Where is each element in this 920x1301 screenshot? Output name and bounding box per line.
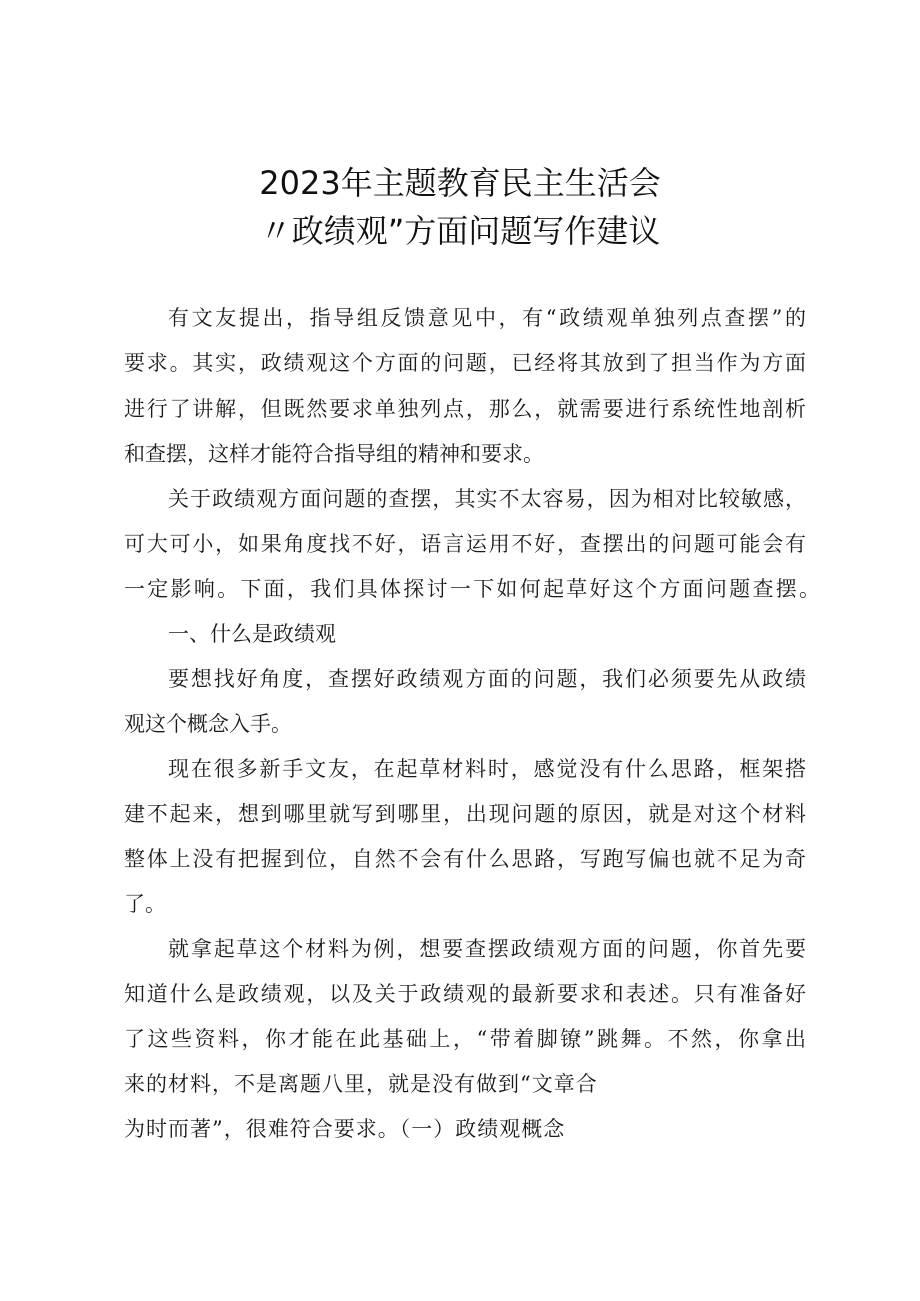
paragraph-2-line-3: 一定影响。下面，我们具体探讨一下如何起草好这个方面问题查摆。 [124,577,820,601]
section-heading-1: 一、什么是政绩观 [168,622,336,646]
paragraph-4-line-4: 了。 [124,892,166,916]
paragraph-1-line-2: 要求。其实，政绩观这个方面的问题，已经将其放到了担当作为方面 [124,351,806,375]
paragraph-4-line-2: 建不起来，想到哪里就写到哪里，出现问题的原因，就是对这个材料 [124,802,806,826]
paragraph-5-line-5: 为时而著”，很难符合要求。（一）政绩观概念 [124,1117,566,1141]
paragraph-2-line-2: 可大可小，如果角度找不好，语言运用不好，查摆出的问题可能会有 [124,532,806,556]
paragraph-3-line-2: 观这个概念入手。 [124,712,292,736]
paragraph-1-line-4: 和查摆，这样才能符合指导组的精神和要求。 [124,442,544,466]
document-title-line-2: 〃政绩观”方面问题写作建议 [259,212,661,250]
paragraph-3-line-1: 要想找好角度，查摆好政绩观方面的问题，我们必须要先从政绩 [168,667,806,691]
paragraph-4-line-1: 现在很多新手文友，在起草材料时，感觉没有什么思路，框架搭 [168,757,806,781]
paragraph-4-line-3: 整体上没有把握到位，自然不会有什么思路，写跑写偏也就不足为奇 [124,847,806,871]
paragraph-1-line-1: 有文友提出，指导组反馈意见中，有“政绩观单独列点查摆”的 [168,306,806,330]
document-title-line-1: 2023年主题教育民主生活会 [259,164,661,202]
paragraph-5-line-1: 就拿起草这个材料为例，想要查摆政绩观方面的问题，你首先要 [168,937,806,961]
paragraph-1-line-3: 进行了讲解，但既然要求单独列点，那么，就需要进行系统性地剖析 [124,397,806,421]
paragraph-2-line-1: 关于政绩观方面问题的查摆，其实不太容易，因为相对比较敏感， [168,487,806,511]
paragraph-5-line-4: 来的材料，不是离题八里，就是没有做到“文章合 [124,1072,598,1096]
paragraph-5-line-2: 知道什么是政绩观，以及关于政绩观的最新要求和表述。只有准备好 [124,982,806,1006]
paragraph-5-line-3: 了这些资料，你才能在此基础上，“带着脚镣”跳舞。不然，你拿出 [124,1027,806,1051]
